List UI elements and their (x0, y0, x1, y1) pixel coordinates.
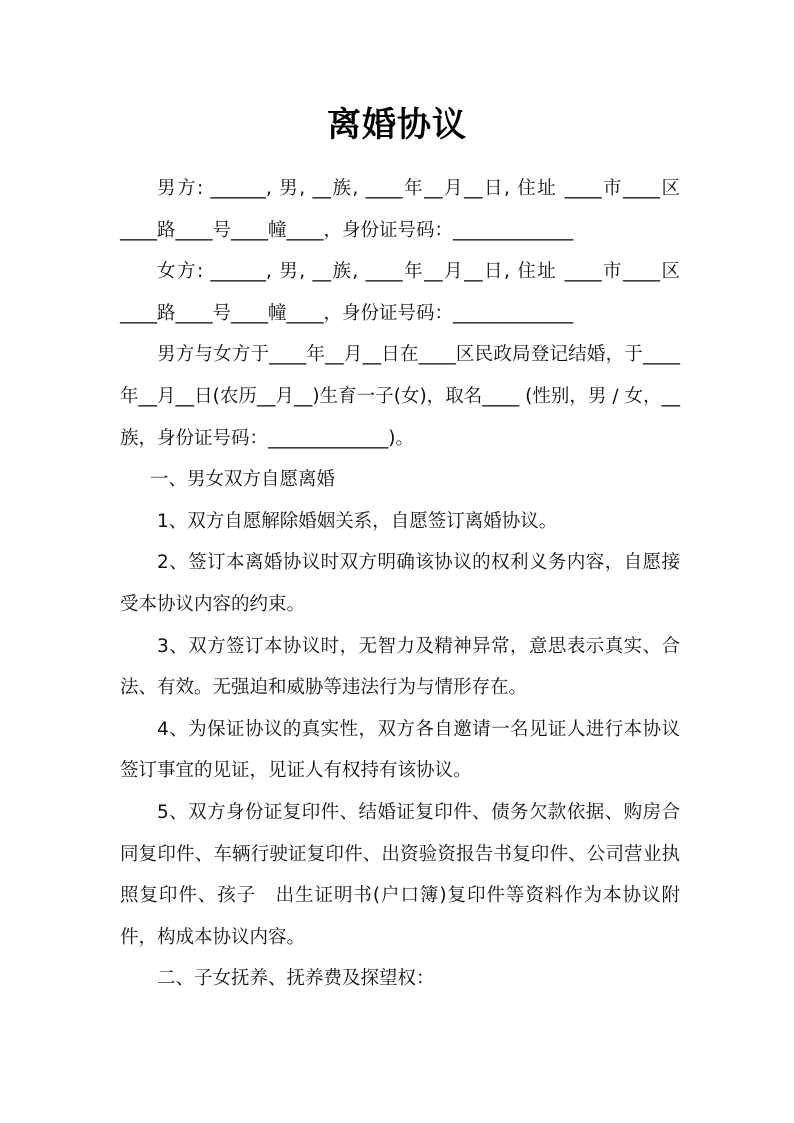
marriage-info-paragraph: 男方与女方于____年__月__日在____区民政局登记结婚，于____年__月__日(农历__月__)生育一子(女)，取名____ (性别，男 / 女，__族，身份证号码：_____________)。 (120, 344, 680, 449)
section-2-heading: 二、子女抚养、抚养费及探望权： (157, 968, 435, 990)
document-body (120, 168, 680, 1000)
document-title: 离婚协议 (327, 105, 467, 145)
clause-2: 2、签订本离婚协议时双方明确该协议的权利义务内容，自愿接受本协议内容的约束。 (120, 552, 680, 615)
clause-1: 1、双方自愿解除婚姻关系，自愿签订离婚协议。 (157, 510, 558, 532)
clause-3: 3、双方签订本协议时，无智力及精神异常，意思表示真实、合法、有效。无强迫和威胁等违法行为与情形存在。 (120, 635, 680, 699)
clause-5: 5、双方身份证复印件、结婚证复印件、债务欠款依据、购房合同复印件、车辆行驶证复印件、出资验资报告书复印件、公司营业执照复印件、孩子 出生证明书(户口簿)复印件等资料作为本协议附件，构成本协议内容。 (120, 801, 680, 948)
man-info-paragraph: 男方: ______, 男, __族, ____年__月__日, 住址 ____市____区____路____号____幢____，身份证号码：_____________ (120, 178, 680, 241)
woman-info-paragraph: 女方: ______, 男, __族, ____年__月__日, 住址 ____市____区____路____号____幢____，身份证号码：_____________ (120, 261, 680, 324)
clause-4: 4、为保证协议的真实性，双方各自邀请一名见证人进行本协议签订事宜的见证，见证人有权持有该协议。 (120, 718, 680, 782)
section-1-heading: 一、男女双方自愿离婚 (150, 469, 336, 491)
